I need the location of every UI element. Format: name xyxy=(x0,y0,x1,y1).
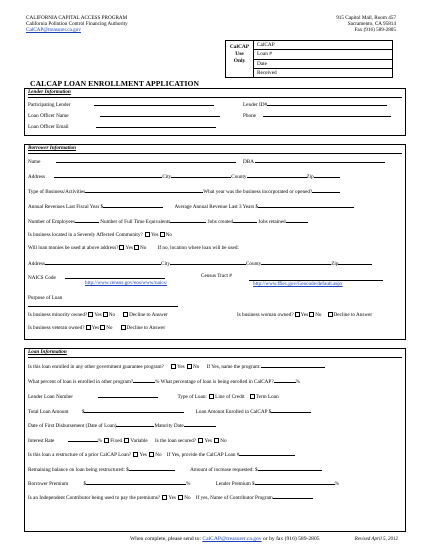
participating-lender-input[interactable] xyxy=(94,101,214,106)
percent-calcap-input[interactable] xyxy=(274,378,296,383)
amount-enrolled-label: Loan Amount Enrolled in CalCAP $ xyxy=(195,409,272,415)
census-tract-label: Census Tract # xyxy=(201,273,232,279)
footer-send-prefix: When complete, please send to: xyxy=(130,536,201,542)
ffiec-link[interactable]: http://www.ffiec.gov/Geocode/default.aspx xyxy=(253,281,343,287)
address-label: Address xyxy=(28,174,46,180)
use-box-received: Received xyxy=(257,69,277,76)
naics-link[interactable]: http://www.census.gov/eos/www/naics/ xyxy=(85,280,168,286)
no-label: No xyxy=(184,495,191,501)
no-label: No xyxy=(315,312,322,318)
dollar-sign: $ xyxy=(81,409,85,415)
interest-rate-label: Interest Rate xyxy=(28,438,55,444)
fax-number: Fax (916) 589-2805 xyxy=(354,26,396,33)
prior-loan-input[interactable] xyxy=(239,451,295,456)
footer-email-link[interactable]: CalCAP@treasurer.ca.gov xyxy=(202,536,262,542)
loan-officer-name-input[interactable] xyxy=(100,112,220,117)
type-of-loan-label: Type of Loan: xyxy=(177,394,207,400)
annual-revenues-input[interactable] xyxy=(103,203,163,208)
borrower-section-title: Borrower Information xyxy=(28,145,76,151)
dollar-sign: $ xyxy=(83,481,87,487)
no-label: No xyxy=(106,325,113,331)
lender-section xyxy=(24,88,406,136)
lender-id-label: Lender ID# xyxy=(243,102,268,108)
loan-officer-name-label: Loan Officer Name xyxy=(28,113,69,119)
use-only-label: CalCAP Use Only xyxy=(226,41,254,77)
naics-code-label: NAICS Code xyxy=(28,275,56,281)
decline-label: Decline to Answer xyxy=(126,325,166,331)
header-right xyxy=(336,16,396,34)
amount-enrolled-input[interactable] xyxy=(271,408,311,413)
restructure-no-checkbox[interactable] xyxy=(149,452,154,457)
percent-sign: % xyxy=(186,481,191,487)
zip-input[interactable] xyxy=(314,173,340,178)
increase-requested-input[interactable] xyxy=(258,466,322,471)
prior-loan-label: If Yes, provide the CalCAP Loan # xyxy=(166,452,240,458)
interest-rate-input[interactable] xyxy=(68,437,98,442)
phone-input[interactable] xyxy=(263,112,391,117)
percent-other-label: What percent of loan is enrolled in other program? xyxy=(28,379,134,385)
loan-section xyxy=(24,348,406,532)
zip2-label: Zip xyxy=(331,261,339,267)
borrower-section xyxy=(24,144,406,340)
minority-decline-checkbox[interactable] xyxy=(123,312,128,317)
total-loan-amount-input[interactable] xyxy=(81,408,184,415)
percent-sign: % xyxy=(97,438,102,444)
no-label: No xyxy=(108,312,116,318)
decline-label: Decline to Answer xyxy=(129,312,168,318)
percent-calcap-label: % What percentage of loan is being enrolled in CalCAP? xyxy=(155,379,274,385)
other-guarantee-no-checkbox[interactable] xyxy=(187,364,192,369)
term-loan-label: Term Loan xyxy=(255,394,279,400)
num-employees-label: Number of Employees xyxy=(28,219,75,225)
independent-contributor-label: Is an Independent Contributor being used to pay the premiums? xyxy=(28,495,161,501)
term-loan-checkbox[interactable] xyxy=(250,394,255,399)
woman-decline-checkbox[interactable] xyxy=(328,312,333,317)
address2-input[interactable] xyxy=(45,260,161,265)
lender-section-title: Lender Information xyxy=(28,89,71,95)
remaining-balance-label: Remaining balance on loan being restructured: $ xyxy=(28,467,129,473)
year-incorporated-input[interactable] xyxy=(312,188,340,193)
veteran-no-checkbox[interactable] xyxy=(100,325,105,330)
other-guarantee-label: Is this loan enrolled in any other government guarantee program? xyxy=(28,364,164,370)
address-input[interactable] xyxy=(54,173,162,178)
other-guarantee-yes-checkbox[interactable] xyxy=(171,364,176,369)
line-of-credit-checkbox[interactable] xyxy=(209,394,214,399)
minority-yes-checkbox[interactable] xyxy=(88,312,93,317)
fixed-checkbox[interactable] xyxy=(104,438,109,443)
lender-premium-label: Lender Premium $ xyxy=(215,481,255,487)
first-disbursement-input[interactable] xyxy=(116,422,154,427)
used-above-address-label: Will loan monies be used at above address? xyxy=(28,245,119,251)
percent-other-input[interactable] xyxy=(133,378,155,383)
form-title: CALCAP LOAN ENROLLMENT APPLICATION xyxy=(30,79,200,88)
no-label: No xyxy=(139,245,147,251)
loan-section-title: Loan Information xyxy=(28,349,67,355)
severely-affected-label: Is business located in a Severely Affected Community? xyxy=(28,232,143,238)
borrower-premium-label: Borrower Premium xyxy=(28,481,69,487)
yes-label: Yes xyxy=(94,312,102,318)
type-of-business-input[interactable] xyxy=(85,188,203,193)
use-box-calcap: CalCAP xyxy=(254,41,392,50)
ic-yes-checkbox[interactable] xyxy=(162,495,167,500)
zip-label: Zip xyxy=(306,174,314,180)
yes-label: Yes xyxy=(177,364,185,370)
line-of-credit-label: Line of Credit xyxy=(215,394,245,400)
county-input[interactable] xyxy=(247,173,307,178)
veteran-yes-checkbox[interactable] xyxy=(86,325,91,330)
name-label: Name xyxy=(28,159,41,165)
address-line2: Sacramento, CA 95814 xyxy=(347,20,396,27)
avg-annual-revenue-label: Average Annual Revenue Last 3 Years $ xyxy=(174,204,259,210)
revision-date: Revised April 5, 2012 xyxy=(354,537,398,542)
loan-officer-email-input[interactable] xyxy=(96,123,216,128)
total-loan-amount-label: Total Loan Amount xyxy=(28,409,69,415)
yes-label: Yes xyxy=(125,245,133,251)
address2-label: Address xyxy=(28,261,46,267)
city2-label: City xyxy=(161,261,170,267)
yes-label: Yes xyxy=(151,232,159,238)
type-of-business-label: Type of Business/Activities xyxy=(28,189,86,195)
annual-revenues-label: Annual Revenues Last Fiscal Year $ xyxy=(28,204,104,210)
county2-label: County xyxy=(245,261,262,267)
city-label: City xyxy=(162,174,172,180)
used-above-no-checkbox[interactable] xyxy=(134,245,139,250)
first-disbursement-label: Date of First Disbursement (Date of Loan) xyxy=(28,423,117,429)
name-input[interactable] xyxy=(56,158,236,163)
ic-name-input[interactable] xyxy=(273,494,313,499)
authority-name: California Pollution Control Financing Authority xyxy=(26,20,128,27)
jobs-retained-label: Jobs retained xyxy=(258,219,286,225)
calcap-use-only-box xyxy=(225,40,393,78)
woman-owned-label: Is business woman owned? xyxy=(237,312,294,318)
woman-no-checkbox[interactable] xyxy=(309,312,314,317)
woman-yes-checkbox[interactable] xyxy=(295,312,300,317)
veteran-owned-label: Is business veteran owned? xyxy=(28,325,85,331)
yes-label: Yes xyxy=(168,495,176,501)
if-no-location-label: If no, location where loan will be used: xyxy=(157,245,239,251)
year-incorporated-label: What year was the business incorporated or opened? xyxy=(203,189,313,195)
no-label: No xyxy=(165,232,172,238)
dba-label: DBA xyxy=(243,159,254,165)
jobs-created-input[interactable] xyxy=(233,218,257,223)
num-fte-input[interactable] xyxy=(170,218,206,223)
maturity-date-input[interactable] xyxy=(184,422,216,427)
org-name: CALIFORNIA CAPITAL ACCESS PROGRAM xyxy=(26,15,128,21)
if-yes-name-label: If Yes, name the program: xyxy=(206,364,261,370)
participating-lender-label: Participating Lender xyxy=(28,102,71,108)
jobs-retained-input[interactable] xyxy=(286,218,308,223)
use-box-date: Date xyxy=(254,60,392,69)
percent-sign: % xyxy=(295,379,300,385)
dba-input[interactable] xyxy=(255,158,385,163)
severely-affected-yes-checkbox[interactable] xyxy=(145,232,150,237)
program-name-input[interactable] xyxy=(261,363,325,368)
secured-yes-checkbox[interactable] xyxy=(198,438,203,443)
footer-send-line xyxy=(130,536,320,542)
yes-label: Yes xyxy=(204,438,212,444)
lender-loan-number-label: Lender Loan Number xyxy=(28,394,73,400)
county2-input[interactable] xyxy=(261,260,331,265)
maturity-date-label: Maturity Date xyxy=(154,423,184,429)
borrower-premium-input[interactable] xyxy=(83,480,186,487)
county-label: County xyxy=(231,174,247,180)
decline-label: Decline to Answer xyxy=(333,312,373,318)
veteran-decline-checkbox[interactable] xyxy=(121,325,126,330)
city2-input[interactable] xyxy=(170,260,246,265)
minority-no-checkbox[interactable] xyxy=(103,312,108,317)
lender-loan-number-input[interactable] xyxy=(98,393,158,398)
header-left xyxy=(26,16,128,34)
footer-send-suffix: or by fax (916) 589-2805 xyxy=(263,536,320,542)
no-label: No xyxy=(155,452,162,458)
minority-owned-label: Is business minority owned? xyxy=(28,312,88,318)
purpose-input[interactable] xyxy=(28,302,178,307)
yes-label: Yes xyxy=(91,325,100,331)
variable-checkbox[interactable] xyxy=(124,438,129,443)
avg-annual-revenue-input[interactable] xyxy=(258,203,354,208)
lender-id-input[interactable] xyxy=(267,101,387,106)
no-label: No xyxy=(193,364,200,370)
num-employees-input[interactable] xyxy=(75,218,99,223)
address-line1: 915 Capitol Mall, Room 457 xyxy=(336,15,396,21)
yes-label: Yes xyxy=(139,452,147,458)
jobs-created-label: Jobs created xyxy=(207,219,234,225)
secured-no-checkbox[interactable] xyxy=(214,438,219,443)
secured-label: Is the loan secured? xyxy=(154,438,197,444)
phone-label: Phone xyxy=(243,113,256,119)
remaining-balance-input[interactable] xyxy=(129,466,175,471)
ic-no-checkbox[interactable] xyxy=(178,495,183,500)
use-box-loan-number: Loan # xyxy=(254,50,392,59)
restructure-yes-checkbox[interactable] xyxy=(133,452,138,457)
city-input[interactable] xyxy=(171,173,231,178)
zip2-input[interactable] xyxy=(338,260,372,265)
loan-officer-email-label: Loan Officer Email xyxy=(28,124,69,130)
fixed-label: Fixed xyxy=(110,438,123,444)
ic-name-label: If yes, Name of Contributor Program xyxy=(195,495,273,501)
variable-label: Variable xyxy=(130,438,148,444)
header-email-link[interactable]: CalCAP@treasurer.ca.gov xyxy=(26,26,81,33)
no-label: No xyxy=(220,438,227,444)
used-above-yes-checkbox[interactable] xyxy=(119,245,124,250)
severely-affected-no-checkbox[interactable] xyxy=(160,232,165,237)
num-fte-label: Number of Full Time Equivalents xyxy=(100,219,171,225)
yes-label: Yes xyxy=(300,312,309,318)
restructure-label: Is this loan a restructure of a prior CalCAP Loan? xyxy=(28,452,132,458)
naics-code-input[interactable] xyxy=(65,274,165,279)
lender-premium-input[interactable] xyxy=(255,480,335,485)
purpose-label: Purpose of Loan xyxy=(28,295,63,301)
percent-sign: % xyxy=(334,481,339,487)
increase-requested-label: Amount of increase requested: $ xyxy=(190,467,258,473)
